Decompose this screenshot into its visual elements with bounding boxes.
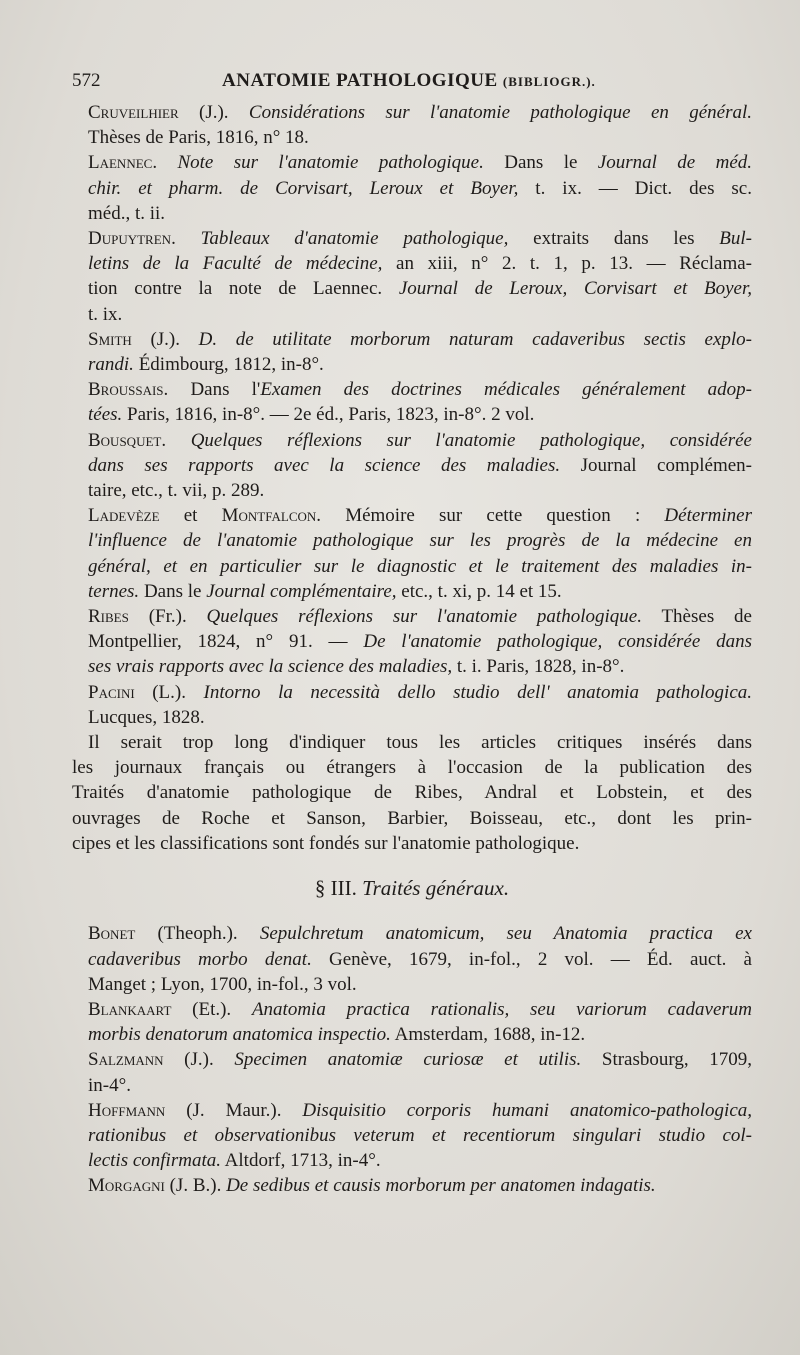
title-text: général, et en particulier sur le diagnostic et le traitement des maladies in- xyxy=(88,555,752,577)
title-text: rationibus et observationibus veterum et recentiorum singulari studio col- xyxy=(88,1124,752,1146)
bibliography-entry xyxy=(72,226,752,327)
title-text: Journal de Leroux, Corvisart et Boyer, xyxy=(398,278,752,300)
title-text: De sedibus et causis morborum per anatomen indagatis. xyxy=(226,1175,656,1197)
citation-text: Altdorf, 1713, in-4°. xyxy=(220,1150,381,1172)
bibliography-entry xyxy=(72,428,752,504)
paragraph-line: Traités d'anatomie pathologique de Ribes, Andral et Lobstein, et des xyxy=(72,782,752,804)
entry-line xyxy=(72,1123,752,1148)
title-text: De l'anatomie pathologique, considérée dans xyxy=(363,631,753,653)
author-initials: . xyxy=(171,228,201,250)
citation-text: Dans le xyxy=(483,152,598,174)
bibliography-entry xyxy=(72,1173,752,1198)
title-text: chir. et pharm. de Corvisart, Leroux et Boyer, xyxy=(88,177,519,199)
entry-line xyxy=(72,554,752,579)
title-text: lectis confirmata. xyxy=(88,1150,221,1172)
author-initials: . xyxy=(152,152,178,174)
entry-line xyxy=(72,528,752,553)
title-text: D. de utilitate morborum naturam cadaveribus sectis explo- xyxy=(198,328,752,350)
entry-line xyxy=(72,428,752,453)
section-number: § III. xyxy=(314,876,357,901)
entry-line xyxy=(72,579,752,604)
author-name: Broussais xyxy=(88,379,164,401)
entry-line xyxy=(72,478,752,503)
title-text: Déterminer xyxy=(664,505,753,527)
title-text: dans ses rapports avec la science des maladies. xyxy=(88,454,561,476)
author-initials: (Theoph.). xyxy=(135,923,260,945)
entry-line xyxy=(72,972,752,997)
author-name: Montfalcon xyxy=(221,505,317,527)
author-initials: (J.). xyxy=(163,1049,235,1071)
title-text: Note sur l'anatomie pathologique. xyxy=(177,152,484,174)
entry-line xyxy=(72,680,752,705)
entry-line xyxy=(72,226,752,251)
citation-text: Paris, 1816, in-8°. — 2e éd., Paris, 1823, in-8°. 2 vol. xyxy=(122,404,535,426)
title-text: tées. xyxy=(88,404,123,426)
bibliography-entry xyxy=(72,1098,752,1174)
entry-line xyxy=(72,1022,752,1047)
paragraph-line: ouvrages de Roche et Sanson, Barbier, Boisseau, etc., dont les prin- xyxy=(72,807,752,829)
title-text: Journal de méd. xyxy=(597,152,753,174)
citation-text: Genève, 1679, in-fol., 2 vol. — Éd. auct. à xyxy=(311,948,752,970)
author-initials: . xyxy=(163,379,191,401)
bibliography-entry xyxy=(72,377,752,427)
entry-line xyxy=(72,327,752,352)
entry-line xyxy=(72,251,752,276)
title-text: ses vrais rapports avec la science des maladies, xyxy=(88,656,453,678)
entry-line xyxy=(72,402,752,427)
title-text: l'influence de l'anatomie pathologique sur les progrès de la médecine en xyxy=(88,530,752,552)
citation-text: t. ix. xyxy=(88,303,123,325)
author-name: Ribes xyxy=(88,606,129,628)
author-name: Bousquet xyxy=(88,429,162,451)
title-text: letins de la Faculté de médecine, xyxy=(88,253,383,275)
author-name: Salzmann xyxy=(88,1049,164,1071)
bibliography-entry xyxy=(72,503,752,604)
entry-line xyxy=(72,377,752,402)
entry-line xyxy=(72,150,752,175)
author-initials: (J. Maur.). xyxy=(165,1099,303,1121)
entry-line xyxy=(72,302,752,327)
title-text: Intorno la necessità dello studio dell' anatomia pathologica. xyxy=(203,681,753,703)
citation-text: Édimbourg, 1812, in-8°. xyxy=(133,354,324,376)
running-title-main: ANATOMIE PATHOLOGIQUE xyxy=(222,70,498,91)
citation-text: Amsterdam, 1688, in-12. xyxy=(390,1024,586,1046)
entry-line xyxy=(72,1098,752,1123)
title-text: Journal complémentaire, xyxy=(206,580,397,602)
bibliography-entry xyxy=(72,680,752,730)
title-text: Bul- xyxy=(719,228,753,250)
citation-text: Manget ; Lyon, 1700, in-fol., 3 vol. xyxy=(88,973,357,995)
page-body xyxy=(72,100,752,1199)
entry-line xyxy=(72,705,752,730)
bibliography-entry xyxy=(72,921,752,997)
title-text: Examen des doctrines médicales généralement adop- xyxy=(260,379,753,401)
title-text: Sepulchretum anatomicum, seu Anatomia practica ex xyxy=(259,923,752,945)
author-name: Morgagni xyxy=(88,1175,165,1197)
author-initials: . xyxy=(161,429,191,451)
citation-text: etc., t. xi, p. 14 et 15. xyxy=(396,580,562,602)
citation-text: tion contre la note de Laennec. xyxy=(88,278,399,300)
title-text: Disquisitio corporis humani anatomico-pathologica, xyxy=(302,1099,752,1121)
citation-text: extraits dans les xyxy=(508,228,720,250)
title-text: Anatomia practica rationalis, seu variorum cadaverum xyxy=(251,998,752,1020)
author-name: Pacini xyxy=(88,681,135,703)
entry-line xyxy=(72,947,752,972)
entry-line xyxy=(72,1148,752,1173)
entry-line xyxy=(72,453,752,478)
author-initials: (J. B.). xyxy=(164,1175,227,1197)
title-text: randi. xyxy=(88,354,134,376)
entry-line xyxy=(72,1047,752,1072)
author-initials: (Et.). xyxy=(171,998,252,1020)
paragraph-line: cipes et les classifications sont fondés sur l'anatomie pathologique. xyxy=(72,832,580,854)
entry-line xyxy=(72,503,752,528)
author-name: Ladevèze xyxy=(88,505,160,527)
citation-text: Montpellier, 1824, n° 91. — xyxy=(88,631,364,653)
bibliography-entry xyxy=(72,150,752,226)
entry-line xyxy=(72,276,752,301)
entry-line xyxy=(72,352,752,377)
citation-text: an xiii, n° 2. t. 1, p. 13. — Réclama- xyxy=(382,253,752,275)
citation-text: Strasbourg, 1709, xyxy=(581,1049,752,1071)
citation-text: in-4°. xyxy=(88,1074,131,1096)
citation-text: t. ix. — Dict. des sc. xyxy=(518,177,752,199)
citation-text: Thèses de xyxy=(641,606,752,628)
citation-text: méd., t. ii. xyxy=(88,202,166,224)
page-number: 572 xyxy=(72,70,101,91)
author-initials: (J.). xyxy=(178,102,249,123)
citation-text: Dans l' xyxy=(190,379,261,401)
citation-text: Thèses de Paris, 1816, n° 18. xyxy=(88,127,309,149)
title-text: Quelques réflexions sur l'anatomie pathologique, considérée xyxy=(190,429,752,451)
commentary-paragraph xyxy=(72,730,752,856)
entry-line xyxy=(72,176,752,201)
entry-line xyxy=(72,125,752,150)
citation-text: t. i. Paris, 1828, in-8°. xyxy=(452,656,625,678)
author-name: Cruveilhier xyxy=(88,102,179,123)
title-text: Specimen anatomiæ curiosæ et utilis. xyxy=(234,1049,582,1071)
author-name: Dupuytren xyxy=(88,228,172,250)
entry-line xyxy=(72,654,752,679)
section-title: Traités généraux. xyxy=(362,876,510,901)
author-name: Smith xyxy=(88,328,132,350)
page-header xyxy=(72,70,752,94)
author-initials: (Fr.). xyxy=(128,606,207,628)
author-initials: . xyxy=(316,505,346,527)
bibliography-entry xyxy=(72,604,752,680)
entry-line xyxy=(72,997,752,1022)
section-heading xyxy=(72,876,752,901)
title-text: ternes. xyxy=(88,580,140,602)
entry-line xyxy=(72,1073,752,1098)
author-name: Hoffmann xyxy=(88,1099,166,1121)
running-title xyxy=(222,70,596,92)
entry-line xyxy=(72,604,752,629)
author-initials: (J.). xyxy=(131,328,199,350)
author-initials: (L.). xyxy=(134,681,204,703)
running-title-small: (BIBLIOGR.). xyxy=(502,74,596,89)
bibliography-entry xyxy=(72,100,752,150)
author-initials: et xyxy=(159,505,222,527)
citation-text: Lucques, 1828. xyxy=(88,706,205,728)
bibliography-entry xyxy=(72,327,752,377)
author-name: Bonet xyxy=(88,923,136,945)
title-text: Quelques réflexions sur l'anatomie pathologique. xyxy=(206,606,642,628)
author-name: Laennec xyxy=(88,152,153,174)
bibliography-list-2 xyxy=(72,921,752,1198)
paragraph-line: Il serait trop long d'indiquer tous les articles critiques insérés dans xyxy=(88,732,752,754)
entry-line xyxy=(72,629,752,654)
citation-text: taire, etc., t. vii, p. 289. xyxy=(88,480,265,502)
entry-line xyxy=(72,1173,752,1198)
entry-line xyxy=(72,201,752,226)
title-text: cadaveribus morbo denat. xyxy=(88,948,312,970)
citation-text: Mémoire sur cette question : xyxy=(345,505,665,527)
entry-line xyxy=(72,100,752,125)
citation-text: Dans le xyxy=(139,580,207,602)
bibliography-entry xyxy=(72,1047,752,1097)
title-text: morbis denatorum anatomica inspectio. xyxy=(88,1024,391,1046)
title-text: Tableaux d'anatomie pathologique, xyxy=(200,228,509,250)
entry-line xyxy=(72,921,752,946)
citation-text: Journal complémen- xyxy=(560,454,752,476)
bibliography-entry xyxy=(72,997,752,1047)
author-name: Blankaart xyxy=(88,998,172,1020)
paragraph-line: les journaux français ou étrangers à l'occasion de la publication des xyxy=(72,757,752,779)
bibliography-list-1 xyxy=(72,100,752,730)
title-text: Considérations sur l'anatomie pathologique en général. xyxy=(248,102,752,123)
